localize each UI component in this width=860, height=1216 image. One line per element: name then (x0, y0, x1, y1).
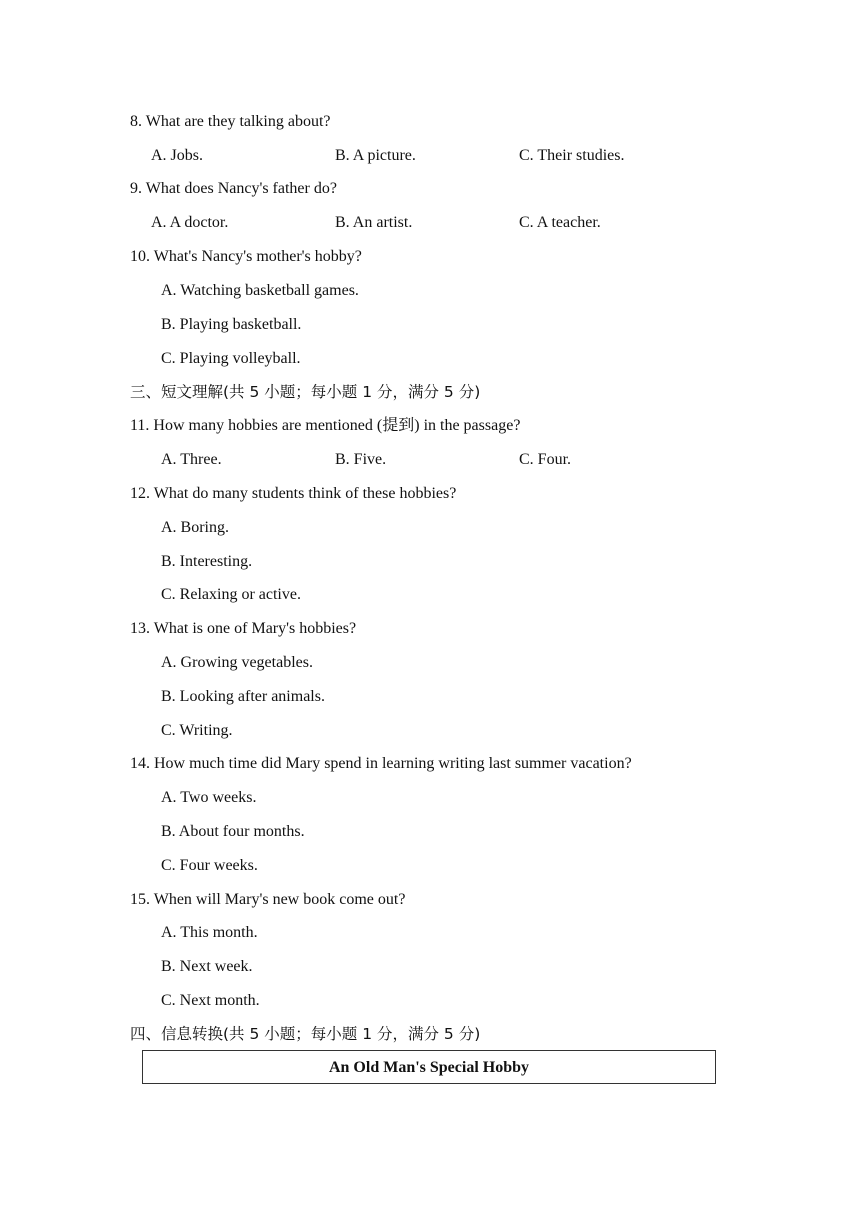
question-8: 8. What are they talking about? (130, 113, 331, 130)
question-12: 12. What do many students think of these hobbies? (130, 485, 457, 502)
q12-option-b: B. Interesting. (161, 553, 253, 570)
question-11: 11. How many hobbies are mentioned (提到) in the passage? (130, 417, 521, 434)
q10-option-b: B. Playing basketball. (161, 316, 302, 333)
q11-option-c: C. Four. (519, 451, 572, 468)
q10-option-c: C. Playing volleyball. (161, 350, 301, 367)
question-15: 15. When will Mary's new book come out? (130, 891, 406, 908)
q8-option-b: B. A picture. (335, 147, 416, 164)
question-9: 9. What does Nancy's father do? (130, 180, 337, 197)
question-13: 13. What is one of Mary's hobbies? (130, 620, 357, 637)
q9-option-a: A. A doctor. (151, 214, 229, 231)
q13-option-a: A. Growing vegetables. (161, 654, 313, 671)
q14-option-a: A. Two weeks. (161, 789, 257, 806)
section-4-title: 四、信息转换(共 5 小题；每小题 1 分，满分 5 分) (130, 1025, 481, 1043)
q13-option-c: C. Writing. (161, 722, 233, 739)
question-10: 10. What's Nancy's mother's hobby? (130, 248, 362, 265)
q9-option-b: B. An artist. (335, 214, 413, 231)
q12-option-c: C. Relaxing or active. (161, 586, 301, 603)
section-3-title: 三、短文理解(共 5 小题；每小题 1 分，满分 5 分) (130, 383, 481, 401)
q15-option-c: C. Next month. (161, 992, 260, 1009)
q8-option-c: C. Their studies. (519, 147, 625, 164)
q13-option-b: B. Looking after animals. (161, 688, 325, 705)
q15-option-a: A. This month. (161, 924, 258, 941)
q15-option-b: B. Next week. (161, 958, 253, 975)
q8-option-a: A. Jobs. (151, 147, 204, 164)
q11-option-b: B. Five. (335, 451, 387, 468)
q12-option-a: A. Boring. (161, 519, 229, 536)
q11-option-a: A. Three. (161, 451, 222, 468)
q14-option-b: B. About four months. (161, 823, 305, 840)
info-table (142, 1050, 716, 1084)
q10-option-a: A. Watching basketball games. (161, 282, 359, 299)
info-table-title: An Old Man's Special Hobby (328, 1059, 530, 1076)
q14-option-c: C. Four weeks. (161, 857, 258, 874)
question-14: 14. How much time did Mary spend in learning writing last summer vacation? (130, 755, 632, 772)
q9-option-c: C. A teacher. (519, 214, 601, 231)
